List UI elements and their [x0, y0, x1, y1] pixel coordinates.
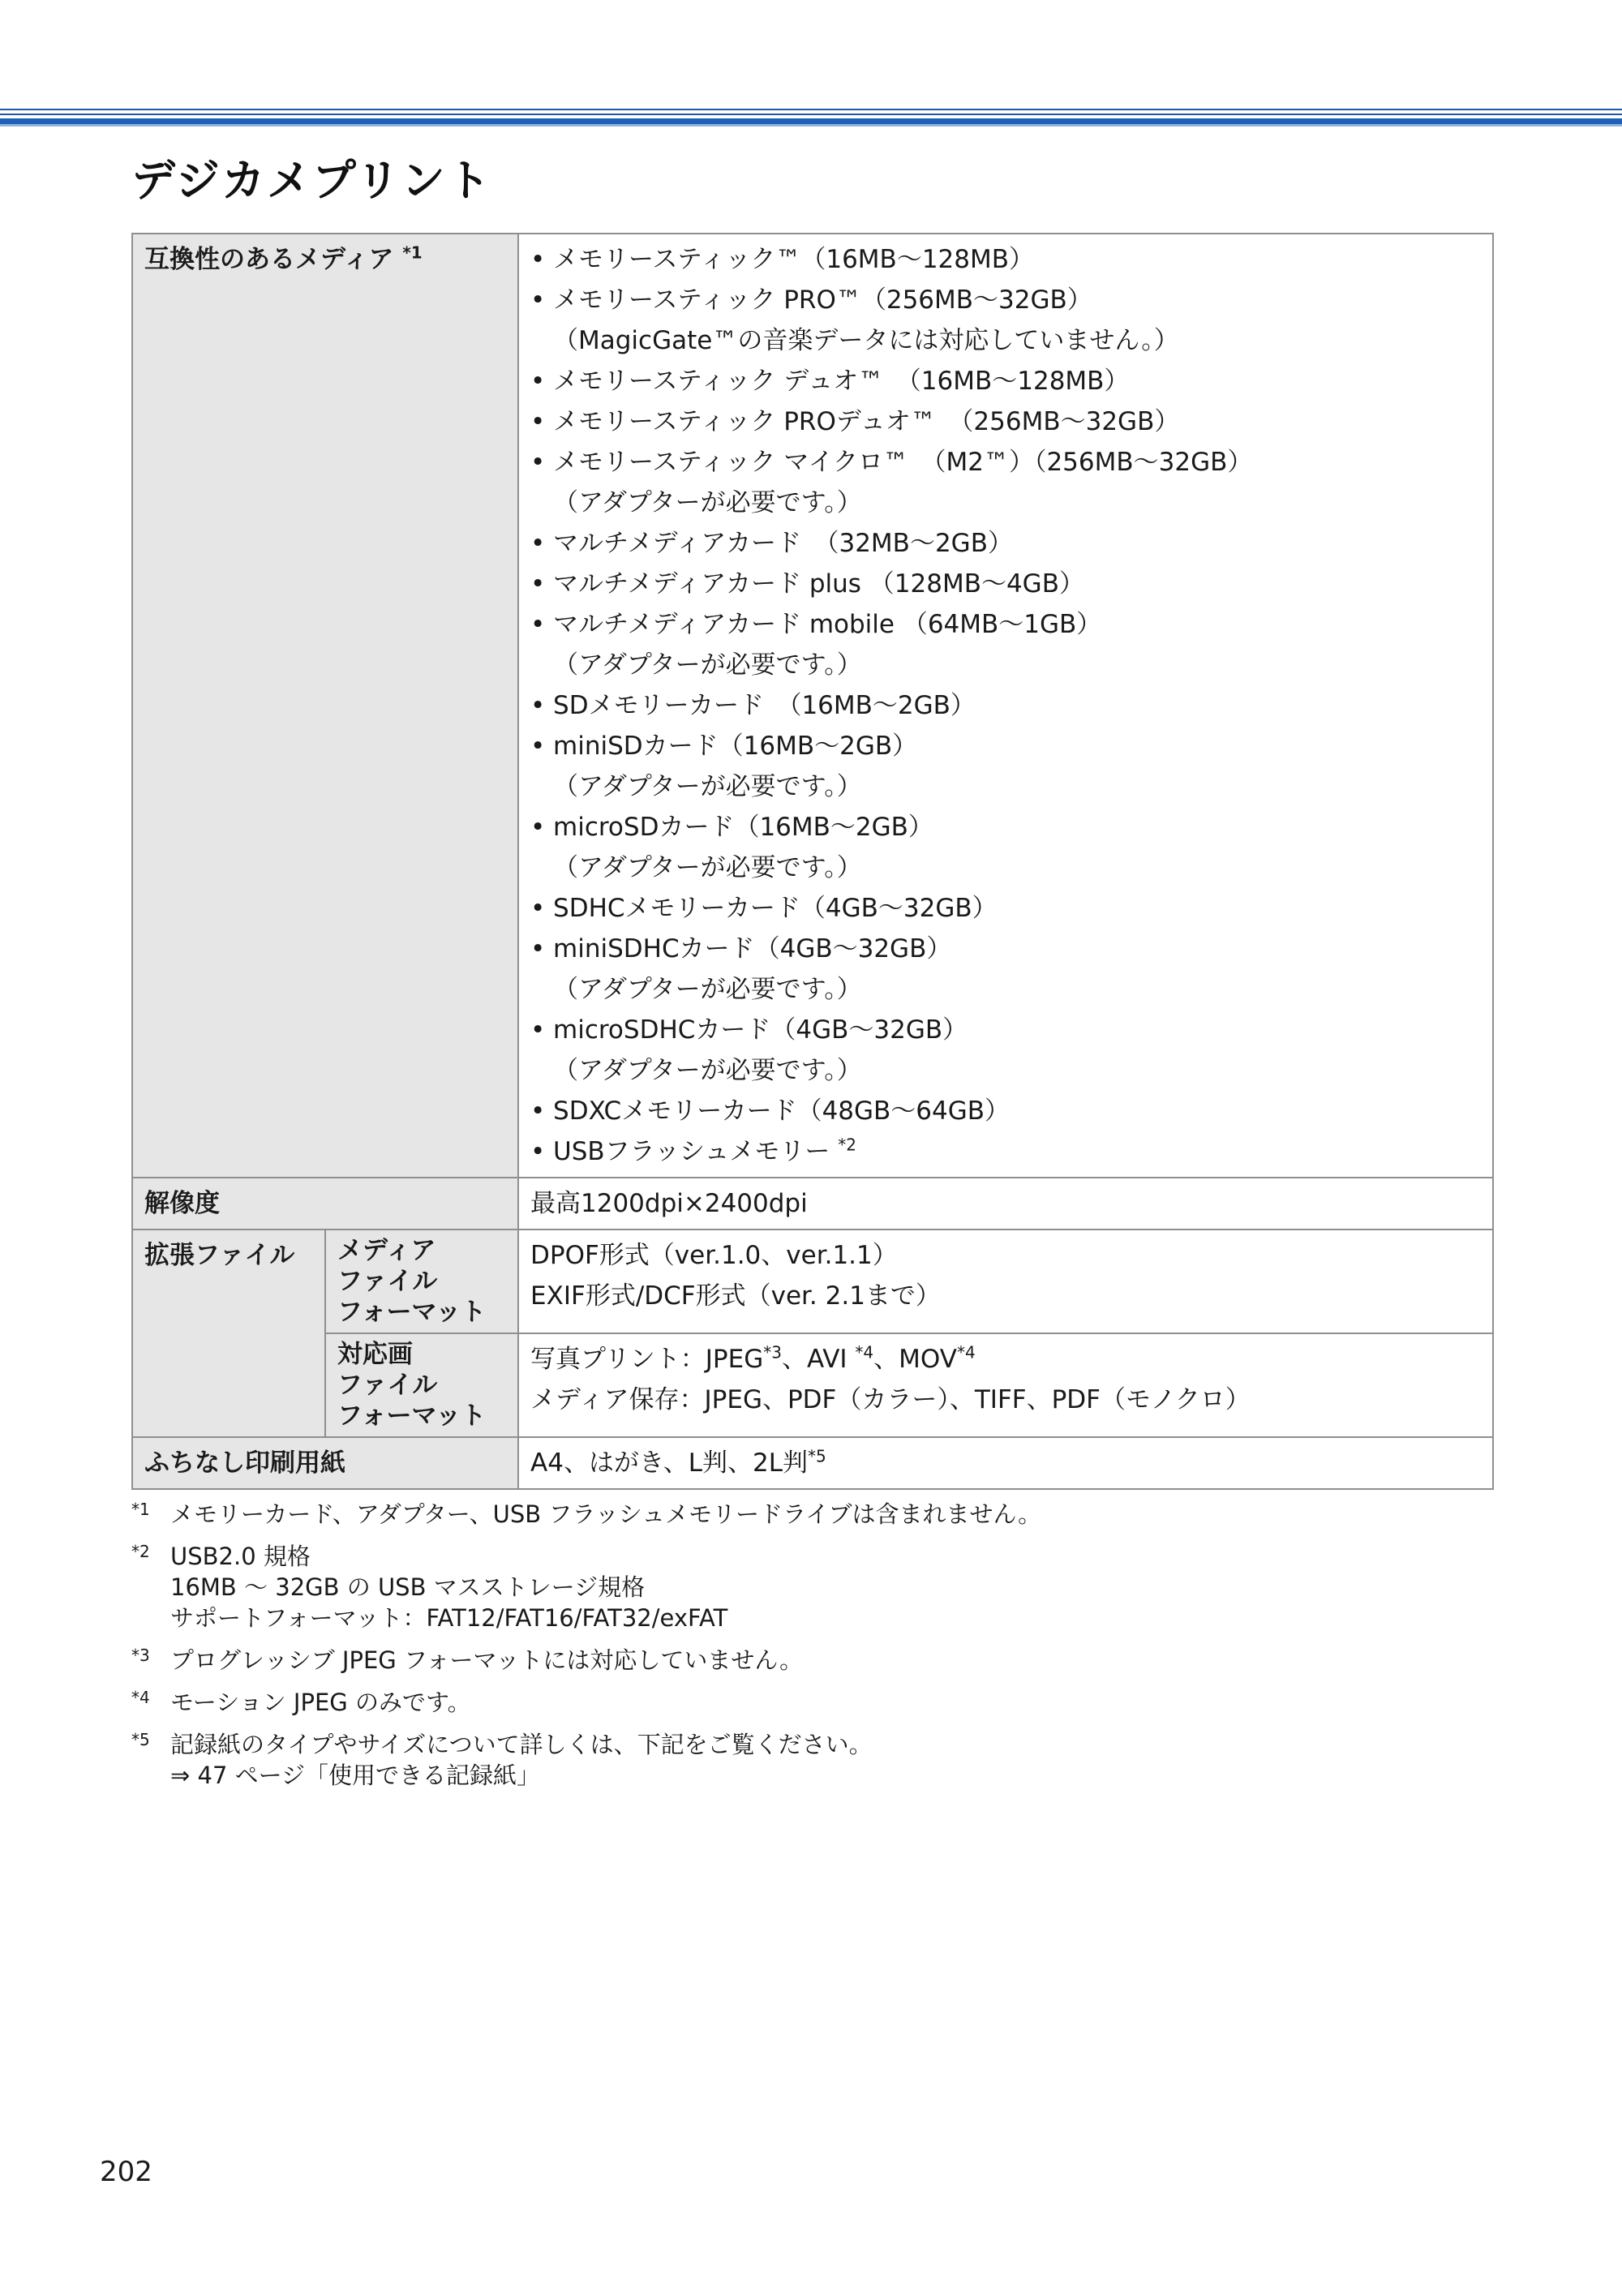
media-item: [530, 807, 1481, 848]
bullet-icon: •: [530, 367, 546, 396]
media-format-line: EXIF形式/DCF形式（ver. 2.1まで）: [530, 1281, 941, 1311]
supported-format-label-line: フォーマット: [337, 1401, 487, 1431]
media-item-note-text: （アダプターが必要です。）: [553, 772, 862, 801]
media-item-note-text: （アダプターが必要です。）: [553, 1056, 862, 1085]
borderless-value-cell: [518, 1437, 1493, 1489]
media-item: [530, 685, 1481, 726]
bullet-icon: •: [530, 448, 546, 477]
sup: *3: [763, 1342, 782, 1363]
media-item: [530, 564, 1481, 604]
media-item: [530, 888, 1481, 929]
media-item-note: [530, 483, 1481, 523]
row-resolution: [132, 1178, 1493, 1230]
footnotes: [131, 1499, 1494, 1802]
media-format-label-line: フォーマット: [337, 1298, 487, 1327]
media-item: [530, 604, 1481, 645]
header-rule-thick: [0, 118, 1622, 124]
media-item-note: [530, 848, 1481, 888]
media-item-note-text: （MagicGate™の音楽データには対応していません。）: [553, 326, 1179, 355]
media-label-cell: [132, 234, 518, 1178]
ext-label: 拡張ファイル: [132, 1230, 325, 1437]
media-item-note: [530, 1050, 1481, 1091]
supported-format-label-line: ファイル: [337, 1371, 438, 1400]
media-item: [530, 1091, 1481, 1131]
bullet-icon: •: [530, 732, 546, 761]
media-item-text: microSDHCカード（4GB～32GB）: [553, 1015, 968, 1045]
media-list: [530, 239, 1481, 1172]
bullet-icon: •: [530, 691, 546, 720]
text: 写真プリント：JPEG: [530, 1345, 764, 1374]
media-item: [530, 361, 1481, 401]
media-item-note-text: （アダプターが必要です。）: [553, 650, 862, 680]
bullet-icon: •: [530, 407, 546, 436]
page-number: 202: [100, 2156, 152, 2188]
media-item: [530, 523, 1481, 564]
footnote: [131, 1645, 1494, 1676]
row-ext-media-format: [132, 1230, 1493, 1333]
footnote: [131, 1729, 1494, 1791]
footnote-mark: *1: [131, 1500, 150, 1519]
resolution-value: 最高1200dpi×2400dpi: [518, 1178, 1493, 1230]
footnote-line: モーション JPEG のみです。: [170, 1689, 471, 1716]
footnote-mark: *4: [131, 1688, 150, 1707]
footnote-mark: *3: [131, 1646, 150, 1665]
media-item: [530, 1131, 1481, 1172]
media-format-label-line: ファイル: [337, 1267, 438, 1296]
sup: *4: [956, 1342, 976, 1363]
bullet-icon: •: [530, 1015, 546, 1045]
media-item-text: メモリースティック PROデュオ™ （256MB～32GB）: [553, 407, 1180, 436]
supported-format-label: [325, 1333, 518, 1437]
media-item: [530, 239, 1481, 280]
media-item-note-text: （アダプターが必要です。）: [553, 853, 862, 882]
spec-table: [131, 233, 1494, 1490]
media-format-label: [325, 1230, 518, 1333]
page-title: デジカメプリント: [131, 155, 492, 206]
media-label-sup: *1: [402, 242, 423, 263]
borderless-label: ふちなし印刷用紙: [132, 1437, 518, 1489]
supported-format-label-line: 対応画: [337, 1340, 413, 1369]
bullet-icon: •: [530, 1097, 546, 1126]
media-item-note-text: （アダプターが必要です。）: [553, 975, 862, 1004]
footnote-line: サポートフォーマット：FAT12/FAT16/FAT32/exFAT: [170, 1604, 728, 1632]
media-item-text: メモリースティック デュオ™ （16MB～128MB）: [553, 367, 1130, 396]
bullet-icon: •: [530, 610, 546, 639]
header-rules: [0, 109, 1622, 127]
media-item-text: microSDカード（16MB～2GB）: [553, 813, 933, 842]
media-item-text: USBフラッシュメモリー: [553, 1137, 830, 1166]
bullet-icon: •: [530, 529, 546, 558]
media-list-cell: [518, 234, 1493, 1178]
bullet-icon: •: [530, 569, 546, 599]
resolution-label: 解像度: [132, 1178, 518, 1230]
media-item-text: マルチメディアカード mobile （64MB～1GB）: [553, 610, 1102, 639]
footnote: [131, 1687, 1494, 1718]
media-label: 互換性のあるメディア: [144, 245, 394, 274]
media-item-text: メモリースティック マイクロ™ （M2™）（256MB～32GB）: [553, 448, 1253, 477]
footnote-mark: *2: [131, 1542, 150, 1561]
supported-format-value: [518, 1333, 1493, 1437]
row-borderless: [132, 1437, 1493, 1489]
media-item-sup: *2: [838, 1135, 857, 1155]
footnote-line: 記録紙のタイプやサイズについて詳しくは、下記をご覧ください。: [170, 1731, 873, 1758]
media-format-value: [518, 1230, 1493, 1333]
media-item-text: メモリースティック™（16MB～128MB）: [553, 245, 1035, 274]
row-ext-supported-format: [132, 1333, 1493, 1437]
bullet-icon: •: [530, 285, 546, 315]
footnote: [131, 1499, 1494, 1530]
header-rule-light: [0, 124, 1622, 127]
media-item: [530, 442, 1481, 483]
media-item: [530, 726, 1481, 766]
media-item-text: メモリースティック PRO™（256MB～32GB）: [553, 285, 1092, 315]
media-item-text: マルチメディアカード plus （128MB～4GB）: [553, 569, 1084, 599]
borderless-sup: *5: [807, 1446, 826, 1466]
bullet-icon: •: [530, 245, 546, 274]
supported-format-line-2: メディア保存：JPEG、PDF（カラー）、TIFF、PDF（モノクロ）: [530, 1385, 1251, 1414]
media-format-label-line: メディア: [337, 1236, 436, 1265]
media-item: [530, 280, 1481, 320]
media-item-text: miniSDHCカード（4GB～32GB）: [553, 934, 952, 963]
media-item-text: SDメモリーカード （16MB～2GB）: [553, 691, 976, 720]
footnote-link-line[interactable]: ⇒ 47 ページ「使用できる記録紙」: [170, 1762, 541, 1789]
media-item-text: SDHCメモリーカード（4GB～32GB）: [553, 894, 998, 923]
bullet-icon: •: [530, 894, 546, 923]
text: 、AVI: [781, 1345, 856, 1374]
media-item-text: マルチメディアカード （32MB～2GB）: [553, 529, 1013, 558]
footnote-line: メモリーカード、アダプター、USB フラッシュメモリードライブは含まれません。: [170, 1500, 1042, 1528]
bullet-icon: •: [530, 813, 546, 842]
media-item-text: miniSDカード（16MB～2GB）: [553, 732, 918, 761]
row-media: [132, 234, 1493, 1178]
borderless-value: A4、はがき、L判、2L判: [530, 1448, 808, 1478]
bullet-icon: •: [530, 1137, 546, 1166]
media-item-note: [530, 645, 1481, 685]
media-item: [530, 1010, 1481, 1050]
bullet-icon: •: [530, 934, 546, 963]
footnote-mark: *5: [131, 1730, 150, 1749]
footnote-line: プログレッシブ JPEG フォーマットには対応していません。: [170, 1646, 804, 1674]
footnote: [131, 1541, 1494, 1633]
media-item-note-text: （アダプターが必要です。）: [553, 488, 862, 517]
media-item-note: [530, 766, 1481, 807]
supported-format-line-1: [530, 1339, 1481, 1380]
footnote-line: 16MB ～ 32GB の USB マスストレージ規格: [170, 1573, 646, 1601]
sup: *4: [855, 1342, 874, 1363]
media-item: [530, 929, 1481, 969]
media-item: [530, 401, 1481, 442]
footnote-line: USB2.0 規格: [170, 1543, 311, 1570]
media-item-note: [530, 969, 1481, 1010]
media-item-text: SDXCメモリーカード（48GB～64GB）: [553, 1097, 1011, 1126]
media-item-note: [530, 320, 1481, 361]
media-format-line: DPOF形式（ver.1.0、ver.1.1）: [530, 1241, 898, 1270]
text: 、MOV: [873, 1345, 957, 1374]
